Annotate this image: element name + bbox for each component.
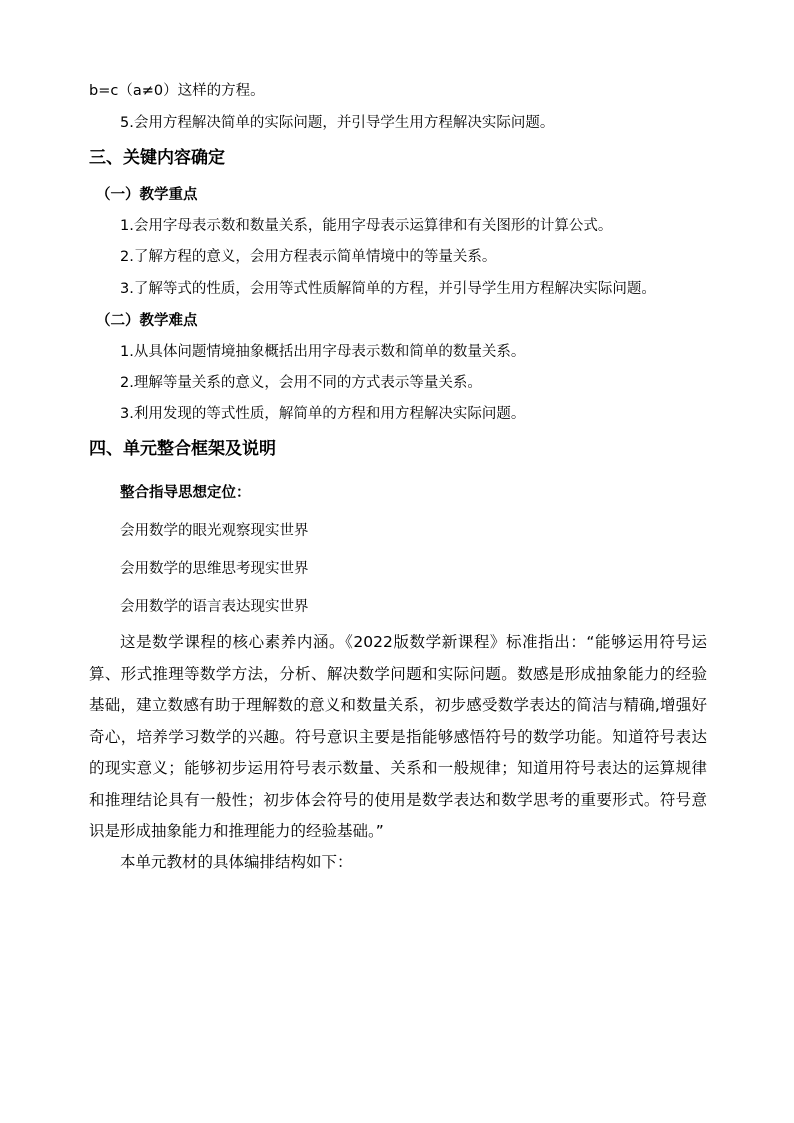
difficulty-item-2: 2.理解等量关系的意义，会用不同的方式表示等量关系。	[120, 375, 482, 391]
difficulty-item-3: 3.利用发现的等式性质，解简单的方程和用方程解决实际问题。	[120, 406, 526, 422]
guide-title: 整合指导思想定位：	[120, 485, 251, 501]
body-paragraph: 这是数学课程的核心素养内涵。《2022版数学新课程》标准指出：“能够运用符号运算、形式推理等数学方法，分析、解决数学问题和实际问题。数感是形成抽象能力的经验基础，建立数感有助于理解数的意义和数量关系，初步感受数学表达的简洁与精确,增强好奇心，培养学习数学的兴趣。符号意识主要是指能够感悟符号的数学功能。知道符号表达的现实意义；能够初步运用符号表示数量、关系和一般规律；知道用符号表达的运算规律和推理结论具有一般性；初步体会符号的使用是数学表达和数学思考的重要形式。符号意识是形成抽象能力和推理能力的经验基础。”	[89, 633, 707, 840]
section-4-heading: 四、单元整合框架及说明	[89, 439, 276, 459]
key-point-item-3: 3.了解等式的性质，会用等式性质解简单的方程，并引导学生用方程解决实际问题。	[120, 281, 656, 297]
subsection-difficulties-heading: （二）教学难点	[96, 313, 198, 329]
difficulty-item-1: 1.从具体问题情境抽象概括出用字母表示数和简单的数量关系。	[120, 344, 526, 360]
closing-line: 本单元教材的具体编排结构如下：	[120, 853, 353, 871]
section-3-heading: 三、关键内容确定	[89, 148, 225, 168]
intro-line-1: b=c（a≠0）这样的方程。	[89, 83, 265, 99]
subsection-key-points-heading: （一）教学重点	[96, 187, 198, 203]
key-point-item-1: 1.会用字母表示数和数量关系，能用字母表示运算律和有关图形的计算公式。	[120, 218, 613, 234]
intro-item-5: 5.会用方程解决简单的实际问题，并引导学生用方程解决实际问题。	[120, 115, 555, 131]
guide-item-1: 会用数学的眼光观察现实世界	[120, 523, 309, 539]
guide-item-2: 会用数学的思维思考现实世界	[120, 561, 309, 577]
guide-item-3: 会用数学的语言表达现实世界	[120, 599, 309, 615]
key-point-item-2: 2.了解方程的意义，会用方程表示简单情境中的等量关系。	[120, 249, 497, 265]
